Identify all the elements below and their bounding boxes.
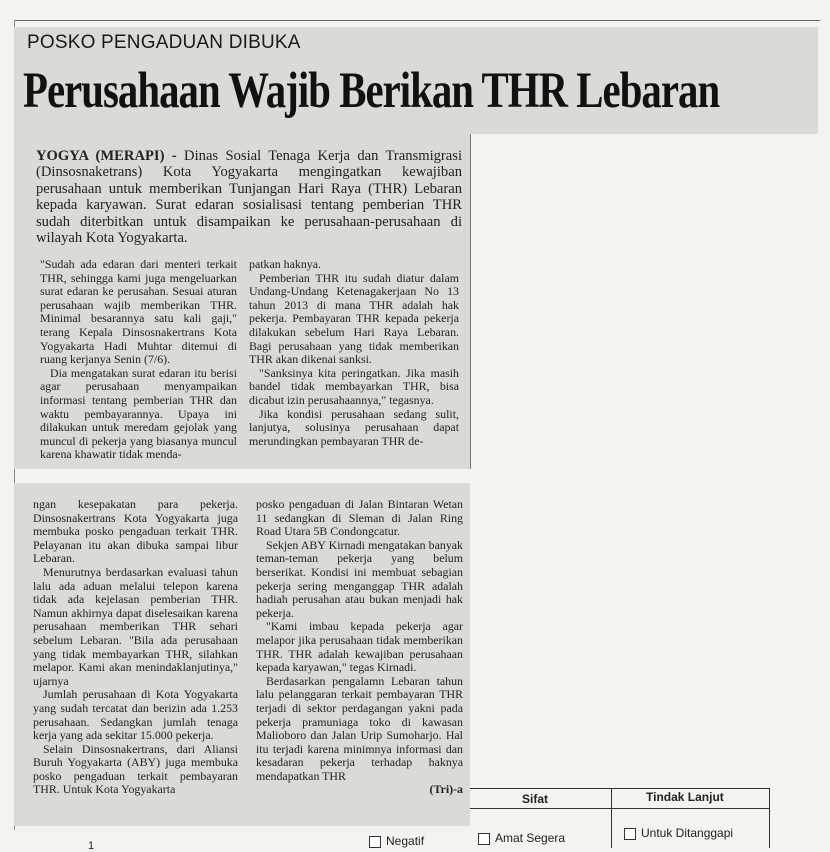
- right-blank-border: [470, 134, 471, 469]
- amat-segera-option[interactable]: [478, 831, 565, 845]
- form-header-line: [470, 808, 770, 809]
- lead-clipping: [14, 134, 470, 255]
- paragraph: posko pengaduan di Jalan Bintaran Wetan 11 sedangkan di Sleman di Jalan Ring Road Utara 5B Condongcatur.: [256, 497, 463, 539]
- paragraph: Jumlah perusahaan di Kota Yogyakarta yang sudah tercatat dan berizin ada 1.253 perusahaan. Sedangkan jumlah tenaga kerja yang ada sekitar 15.000 pekerja.: [33, 687, 238, 743]
- paragraph: Menurutnya berdasarkan evaluasi tahun lalu ada aduan melalui telepon karena tidak ada kejelasan pemberian THR. Namun akhirnya dapat diselesaikan karena perusahaan memberikan THR sehari sebelum Lebaran. "Bila ada perusahaan yang tidak membayarkan THR, silahkan melapor. Kami akan menindaklanjutinya," ujarnya: [33, 564, 238, 688]
- paragraph: Pemberian THR itu sudah diatur dalam Undang-Undang Ketenagakerjaan No 13 tahun 2013 di mana THR adalah hak pekerja. Pembayaran THR kepada pekerja dilakukan sebelum Hari Raya Lebaran. Bagi perusahaan yang tidak memberikan THR akan dikenai sanksi.: [249, 270, 459, 367]
- paragraph: "Kami imbau kepada pekerja agar melapor jika perusahaan tidak memberikan THR. THR adalah kewajiban perusahaan kepada karyawan," tegas Kirnadi.: [256, 619, 463, 675]
- paragraph: Berdasarkan pengalamn Lebaran tahun lalu pelanggaran terkait pembayaran THR terjadi di sektor perdagangan yakni pada pekerja pramuniaga toko di kawasan Malioboro dan Jalan Urip Sumoharjo. Hal itu terjadi karena minimnya informasi dan kesadaran pekerja terhadap haknya mendapatkan THR: [256, 673, 463, 783]
- paragraph: Selain Dinsosnakertrans, dari Aliansi Buruh Yogyakarta (ABY) juga membuka posko pengaduan terkait pembayaran THR. Untuk Kota Yogyakarta: [33, 741, 238, 797]
- paragraph: "Sanksinya kita peringatkan. Jika masih bandel tidak membayarkan THR, bisa dicabut izin perusahaannya," tegasnya.: [249, 365, 459, 407]
- column-1-top: [40, 258, 237, 462]
- amat-segera-checkbox[interactable]: [478, 833, 490, 845]
- form-right-border: [769, 788, 770, 848]
- headline: Perusahaan Wajib Berikan THR Lebaran: [23, 63, 720, 119]
- form-top-line: [470, 788, 770, 789]
- column-2-bottom: [256, 498, 463, 797]
- paragraph: Sekjen ABY Kirnadi mengatakan banyak teman-teman pekerja yang belum berserikat. Kondisi ini membuat sebagian pekerja sering menganggap THR adalah hadiah perusahan atau bukan menjadi hak pekerja.: [256, 537, 463, 620]
- paragraph: ngan kesepakatan para pekerja. Dinsosnakertrans Kota Yogyakarta juga membuka posko pengaduan terkait THR. Pelayanan itu akan dibuka sampai libur Lebaran.: [33, 497, 238, 566]
- paragraph: "Sudah ada edaran dari menteri terkait THR, sehingga kami juga mengeluarkan surat edaran ke perusahan. Sesuai aturan perusahaan wajib memberikan THR. Minimal besarannya satu kali gaji," terang Kepala Dinsosnakertrans Kota Yogyakarta Hadi Muhtar ditemui di ruang kerjanya Senin (7/6).: [40, 257, 237, 367]
- column-2-top: [249, 258, 459, 448]
- amat-segera-label: Amat Segera: [495, 831, 566, 845]
- negatif-label: Negatif: [386, 834, 425, 848]
- paragraph: Dia mengatakan surat edaran itu berisi agar perusahaan menyampaikan informasi tentang pemberian THR dan waktu pembayarannya. Upaya ini dilakukan untuk meredam gejolak yang muncul di pekerja yang biasanya muncul karena khawatir tidak menda-: [40, 365, 237, 462]
- sifat-header: Sifat: [522, 792, 549, 806]
- paragraph: Jika kondisi perusahaan sedang sulit, lanjutya, solusinya perusahaan dapat merundingkan pembayaran THR de-: [249, 406, 459, 448]
- untuk-ditanggapi-checkbox[interactable]: [624, 828, 636, 840]
- untuk-ditanggapi-label: Untuk Ditanggapi: [641, 826, 734, 840]
- negatif-option[interactable]: [369, 834, 424, 848]
- form-divider: [611, 788, 612, 848]
- top-rule: [14, 20, 820, 21]
- column-1-bottom: [33, 498, 238, 797]
- paragraph: patkan haknya.: [249, 257, 321, 271]
- page-number: 1: [88, 840, 95, 852]
- lead-paragraph: [14, 134, 470, 246]
- kicker: POSKO PENGADUAN DIBUKA: [27, 32, 301, 53]
- untuk-ditanggapi-option[interactable]: [624, 826, 733, 840]
- negatif-checkbox[interactable]: [369, 836, 381, 848]
- dateline: YOGYA (MERAPI) -: [36, 148, 177, 164]
- tindak-lanjut-header: Tindak Lanjut: [646, 790, 724, 804]
- lead-text: Dinas Sosial Tenaga Kerja dan Transmigrasi (Dinsosnaketrans) Kota Yogyakarta mengingatkan kewajiban perusahaan untuk memberikan Tunjangan Hari Raya (THR) Lebaran kepada karyawan. Surat edaran sosialisasi tentang pemberian THR sudah diterbitkan untuk disampaikan ke perusahaan-perusahaan di wilayah Kota Yogyakarta.: [36, 148, 463, 247]
- signoff: (Tri)-a: [429, 782, 463, 797]
